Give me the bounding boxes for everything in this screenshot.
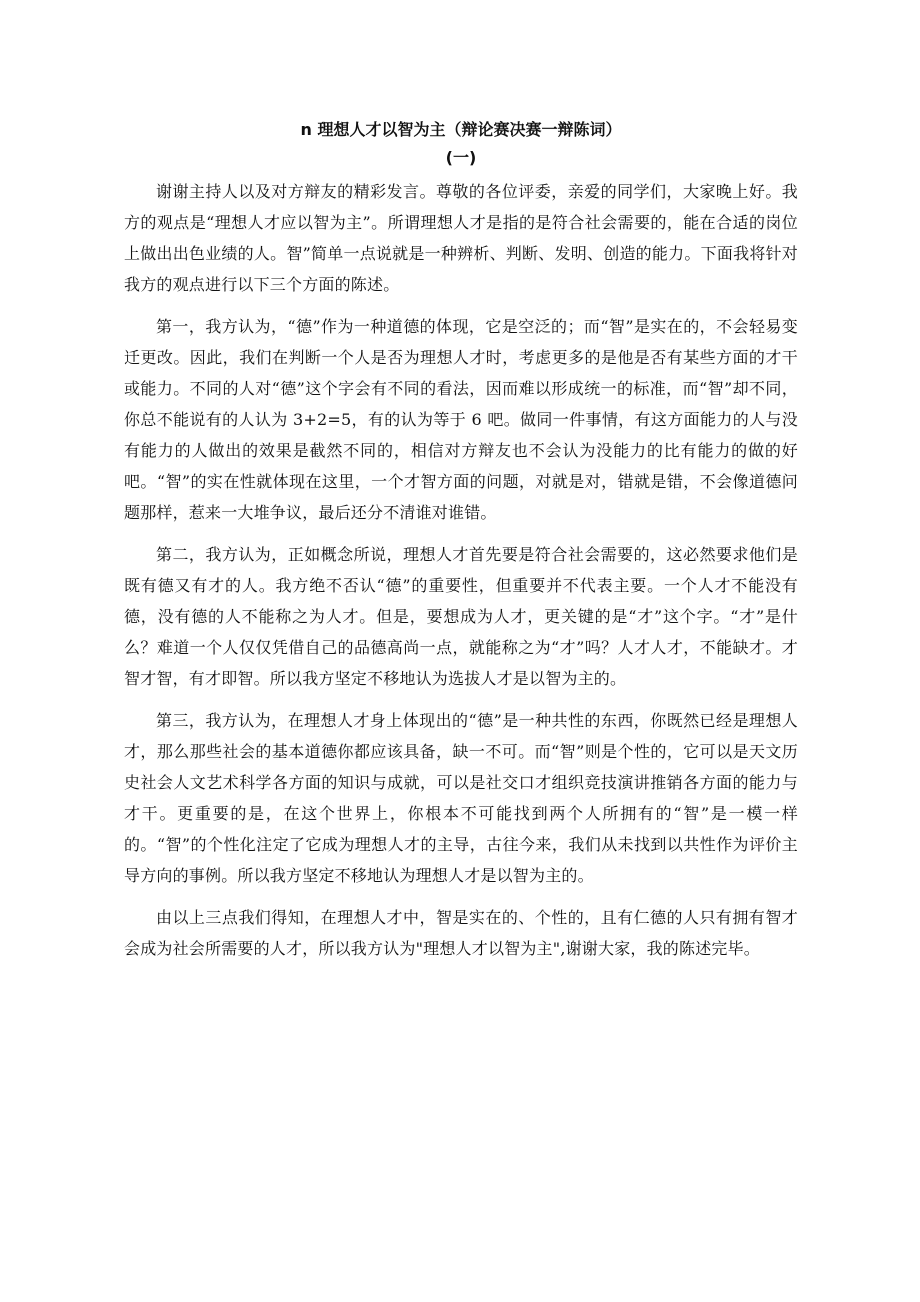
paragraph-third-point: 第三，我方认为，在理想人才身上体现出的“德”是一种共性的东西，你既然已经是理想人才，那么那些社会的基本道德你都应该具备，缺一不可。而“智”则是个性的，它可以是天文历史社会人文艺术科学各方面的知识与成就，可以是社交口才组织竞技演讲推销各方面的能力与才干。更重要的是，在这个世界上，你根本不可能找到两个人所拥有的“智”是一模一样的。“智”的个性化注定了它成为理想人才的主导，古往今来，我们从未找到以共性作为评价主导方向的事例。所以我方坚定不移地认为理想人才是以智为主的。 [124,711,798,885]
paragraph-second-point: 第二，我方认为，正如概念所说，理想人才首先要是符合社会需要的，这必然要求他们是既有德又有才的人。我方绝不否认“德”的重要性，但重要并不代表主要。一个人才不能没有德，没有德的人不能称之为人才。但是，要想成为人才，更关键的是“才”这个字。“才”是什么？难道一个人仅仅凭借自己的品德高尚一点，就能称之为“才”吗？人才人才，不能缺才。才智才智，有才即智。所以我方坚定不移地认为选拔人才是以智为主的。 [124,545,798,688]
document-body [124,118,798,975]
document-title: n 理想人才以智为主（辩论赛决赛一辩陈词） [300,120,622,139]
paragraph-conclusion: 由以上三点我们得知，在理想人才中，智是实在的、个性的，且有仁德的人只有拥有智才会成为社会所需要的人才，所以我方认为"理想人才以智为主",谢谢大家，我的陈述完毕。 [124,908,798,958]
paragraph-first-point: 第一，我方认为，“德”作为一种道德的体现，它是空泛的；而“智”是实在的，不会轻易变迁更改。因此，我们在判断一个人是否为理想人才时，考虑更多的是他是否有某些方面的才干或能力。不同的人对“德”这个字会有不同的看法，因而难以形成统一的标准，而“智”却不同，你总不能说有的人认为 3+2=5，有的认为等于 6 吧。做同一件事情，有这方面能力的人与没有能力的人做出的效果是截然不同的，相信对方辩友也不会认为没能力的比有能力的做的好吧。“智”的实在性就体现在这里，一个才智方面的问题，对就是对，错就是错，不会像道德问题那样，惹来一大堆争议，最后还分不清谁对谁错。 [124,317,798,522]
paragraph-intro: 谢谢主持人以及对方辩友的精彩发言。尊敬的各位评委，亲爱的同学们，大家晚上好。我方的观点是“理想人才应以智为主”。所谓理想人才是指的是符合社会需要的，能在合适的岗位上做出出色业绩的人。智”简单一点说就是一种辨析、判断、发明、创造的能力。下面我将针对我方的观点进行以下三个方面的陈述。 [124,182,798,294]
document-subtitle: (一) [445,148,477,167]
